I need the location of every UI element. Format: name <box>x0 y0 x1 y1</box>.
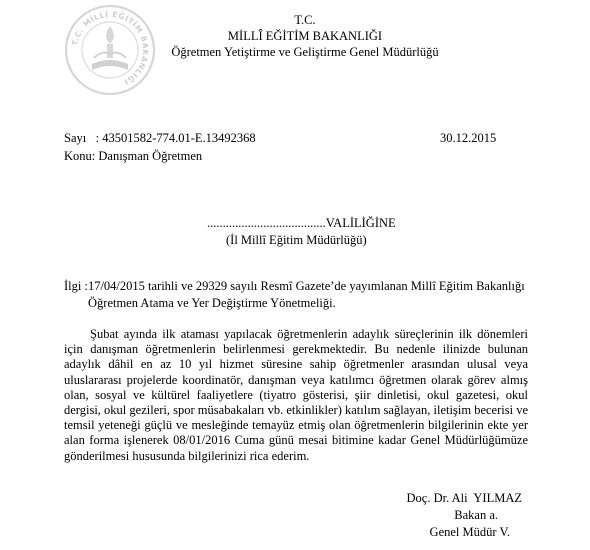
signature-title-2: Genel Müdür V. <box>429 525 510 539</box>
recipient-line: ......................................VALİLİĞİNE <box>207 216 396 230</box>
document-subject: Konu: Danışman Öğretmen <box>64 149 203 163</box>
recipient-subline: (İl Millî Eğitim Müdürlüğü) <box>226 233 367 247</box>
ministry-seal-logo <box>64 4 156 96</box>
reference-line-2: Öğretmen Atama ve Yer Değiştirme Yönetmeliği. <box>88 296 336 310</box>
document-number: Sayı : 43501582-774.01-E.13492368 <box>64 131 256 145</box>
svg-text:T.C. MİLLÎ EĞİTİM BAKANLIĞI: T.C. MİLLÎ EĞİTİM BAKANLIĞI <box>70 9 151 87</box>
signature-title-1: Bakan a. <box>454 508 498 522</box>
signature-name: Doç. Dr. Ali YILMAZ <box>406 491 522 505</box>
header-directorate: Öğretmen Yetiştirme ve Geliştirme Genel Müdürlüğü <box>171 45 439 59</box>
header-tc: T.C. <box>294 13 316 27</box>
document-date: 30.12.2015 <box>440 131 497 145</box>
reference-line-1: İlgi :17/04/2015 tarihli ve 29329 sayılı Resmî Gazete’de yayımlanan Millî Eğitim Bakanlığı <box>64 279 525 293</box>
body-paragraph: Şubat ayında ilk ataması yapılacak öğretmenlerin adaylık süreçlerinin ilk dönemleri için danışman öğretmenlerin belirlenmesi gerekmektedir. Bu nedenle ilinizde bulunan adaylık dâhil en az 10 yıl hizmet süresine sahip öğretmenler arasından ulusal veya uluslararası projelerde koordinatör, danışman veya katılımcı öğretmen olarak görev almış olan, sosyal ve kültürel faaliyetlere (tiyatro gösterisi, şiir dinletisi, okul gazetesi, okul dergisi, okul gezileri, spor müsabakaları vb. etkinlikler) katılım sağlayan, iletişim becerisi ve temsil yeteneği güçlü ve mesleğinde temayüz etmiş olan öğretmenlerin bilgilerinin ekte yer alan forma işlenerek 08/01/2016 Cuma günü mesai bitimine kadar Genel Müdürlüğümüze gönderilmesi hususunda bilgilerinizi rica ederim. <box>64 327 528 463</box>
header-ministry: MİLLÎ EĞİTİM BAKANLIĞI <box>227 29 383 43</box>
